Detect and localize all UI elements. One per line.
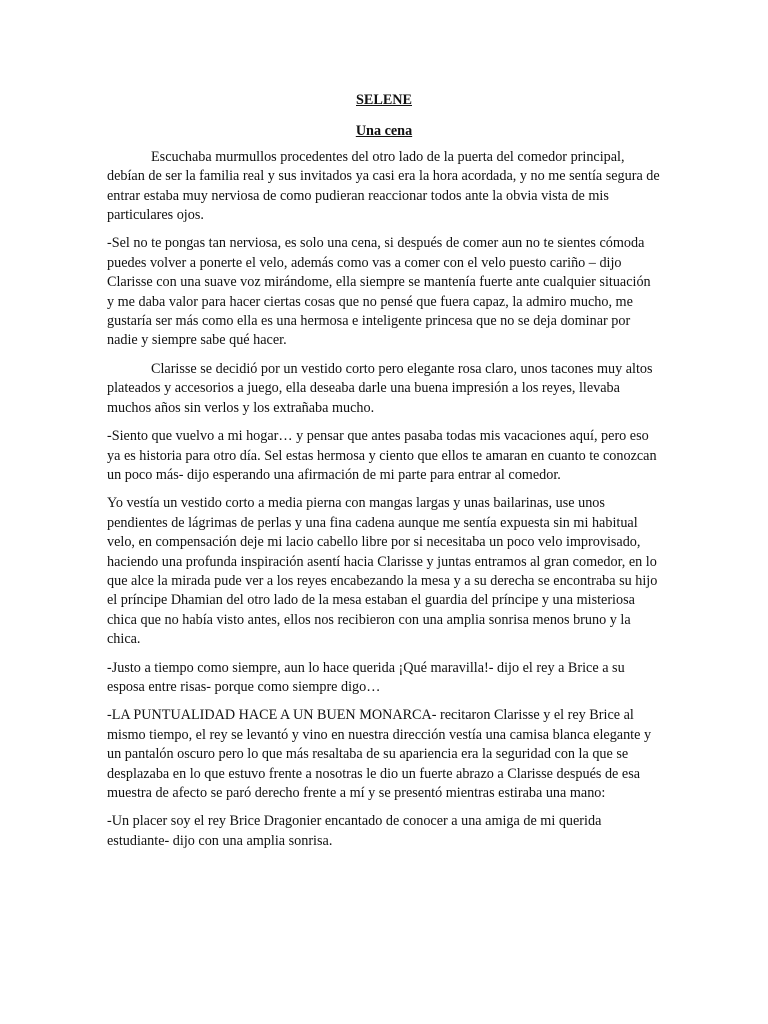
paragraph-3: Clarisse se decidió por un vestido corto pero elegante rosa claro, unos tacones muy altos plateados y accesorios a juego, ella deseaba darle una buena impresión a los reyes, llevaba muchos años sin verlos y los extrañaba mucho. [107,360,653,416]
paragraph-5: Yo vestía un vestido corto a media pierna con mangas largas y unas bailarinas, use unos pendientes de lágrimas de perlas y una fina cadena aunque me sentía expuesta sin mi habitual velo, en compensación deje mi lacio cabello libre por si necesitaba un poco velo improvisado, haciendo una profunda inspiración asentí hacia Clarisse y juntas entramos al gran comedor, en lo que alce la mirada pude ver a los reyes encabezando la mesa y a su derecha se encontraba su hijo el príncipe Dhamian del otro lado de la mesa estaban el guardia del príncipe y una misteriosa chica que no había visto antes, ellos nos recibieron con una amplia sonrisa menos bruno y la chica. [107,495,658,648]
paragraph-2: -Sel no te pongas tan nerviosa, es solo una cena, si después de comer aun no te sientes cómoda puedes volver a ponerte el velo, además como vas a comer con el velo puesto cariño – dijo Clarisse con una suave voz mirándome, ella siempre se mantenía fuerte ante cualquier situación y me daba valor para hacer ciertas cosas que no pensé que fuera capaz, la admiro mucho, me gustaría ser más como ella es una hermosa e inteligente princesa que no se deja dominar por nadie y siempre sabe qué hacer. [107,235,651,349]
document-title: SELENE [356,92,412,108]
paragraph-4: -Siento que vuelvo a mi hogar… y pensar que antes pasaba todas mis vacaciones aquí, pero eso ya es historia para otro día. Sel estas hermosa y ciento que ellos te amaran en cuanto te conozcan un poco más- dijo esperando una afirmación de mi parte para entrar al comedor. [107,428,657,483]
paragraph-7: -LA PUNTUALIDAD HACE A UN BUEN MONARCA- recitaron Clarisse y el rey Brice al mismo tiempo, el rey se levantó y vino en nuestra dirección vestía una camisa blanca elegante y un pantalón oscuro pero lo que más resaltaba de su apariencia era la seguridad con la que se desplazaba en lo que estuvo frente a nosotras le dio un fuerte abrazo a Clarisse después de esa muestra de afecto se paró derecho frente a mí y se presentó mientras estiraba una mano: [107,707,652,801]
paragraph-8: -Un placer soy el rey Brice Dragonier encantado de conocer a una amiga de mi querida estudiante- dijo con una amplia sonrisa. [107,813,602,849]
chapter-title: Una cena [355,123,413,140]
paragraph-1: Escuchaba murmullos procedentes del otro lado de la puerta del comedor principal, debían de ser la familia real y sus invitados ya casi era la hora acordada, y no me sentía segura de entrar estaba muy nerviosa de como pudieran reaccionar todos ante la obvia vista de mis particulares ojos. [107,148,660,224]
paragraph-6: -Justo a tiempo como siempre, aun lo hace querida ¡Qué maravilla!- dijo el rey a Brice a su esposa entre risas- porque como siempre digo… [107,659,625,695]
document-body [107,91,661,860]
